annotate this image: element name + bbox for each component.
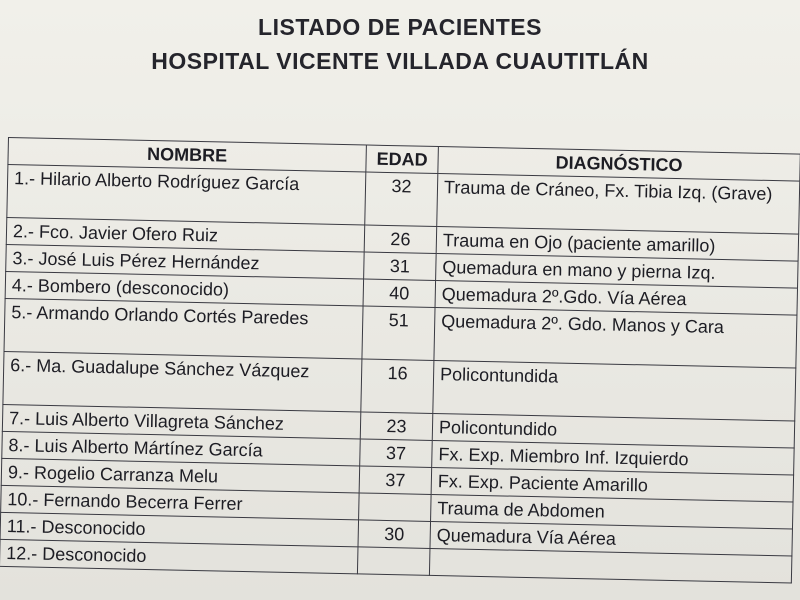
- column-header-name: NOMBRE: [8, 138, 366, 172]
- patient-name: 6.- Ma. Guadalupe Sánchez Vázquez: [3, 351, 362, 411]
- patient-name: 8.- Luis Alberto Mártínez García: [2, 431, 360, 465]
- patient-age: [357, 547, 430, 576]
- patient-age: 23: [360, 412, 433, 441]
- patient-age: 32: [365, 172, 438, 226]
- patient-diagnosis: Fx. Exp. Miembro Inf. Izquierdo: [432, 440, 794, 475]
- patient-diagnosis: Trauma de Abdomen: [431, 494, 793, 529]
- patient-age: 37: [360, 439, 433, 468]
- patient-diagnosis: Fx. Exp. Paciente Amarillo: [431, 467, 793, 502]
- patient-diagnosis: Trauma de Cráneo, Fx. Tibia Izq. (Grave): [437, 174, 800, 235]
- patient-diagnosis: Quemadura Vía Aérea: [430, 521, 792, 556]
- patient-age: 51: [362, 306, 435, 360]
- patient-name: 11.- Desconocido: [0, 512, 358, 546]
- column-header-diagnosis: DIAGNÓSTICO: [438, 147, 800, 182]
- patient-name: 12.- Desconocido: [0, 539, 358, 573]
- patient-age: 37: [359, 466, 432, 495]
- column-header-age: EDAD: [366, 145, 439, 174]
- patient-name: 3.- José Luis Pérez Hernández: [6, 244, 364, 278]
- patient-diagnosis: Quemadura 2º. Gdo. Manos y Cara: [434, 307, 797, 368]
- patient-diagnosis: Policontundida: [433, 360, 796, 421]
- patient-age: 30: [358, 520, 431, 549]
- patient-name: 4.- Bombero (desconocido): [5, 271, 363, 305]
- patient-age: 40: [363, 279, 436, 308]
- patient-diagnosis: Quemadura en mano y pierna Izq.: [436, 253, 798, 288]
- patient-diagnosis: Policontundido: [432, 413, 794, 448]
- patient-name: 10.- Fernando Becerra Ferrer: [1, 485, 359, 519]
- patient-age: 31: [364, 252, 437, 281]
- page-title: LISTADO DE PACIENTES: [258, 14, 542, 40]
- patient-table: [0, 137, 800, 584]
- patient-age: 16: [361, 359, 434, 413]
- hospital-name: HOSPITAL VICENTE VILLADA CUAUTITLÁN: [151, 48, 649, 74]
- patient-age: 26: [364, 225, 437, 254]
- patient-diagnosis: Trauma en Ojo (paciente amarillo): [436, 226, 798, 261]
- patient-name: 5.- Armando Orlando Cortés Paredes: [4, 298, 363, 358]
- patient-name: 9.- Rogelio Carranza Melu: [1, 458, 359, 492]
- patient-age: [359, 493, 432, 522]
- patient-name: 7.- Luis Alberto Villagreta Sánchez: [2, 404, 360, 438]
- patient-name: 1.- Hilario Alberto Rodríguez García: [7, 165, 366, 225]
- patient-diagnosis: Quemadura 2º.Gdo. Vía Aérea: [435, 280, 797, 315]
- patient-name: 2.- Fco. Javier Ofero Ruiz: [6, 217, 364, 251]
